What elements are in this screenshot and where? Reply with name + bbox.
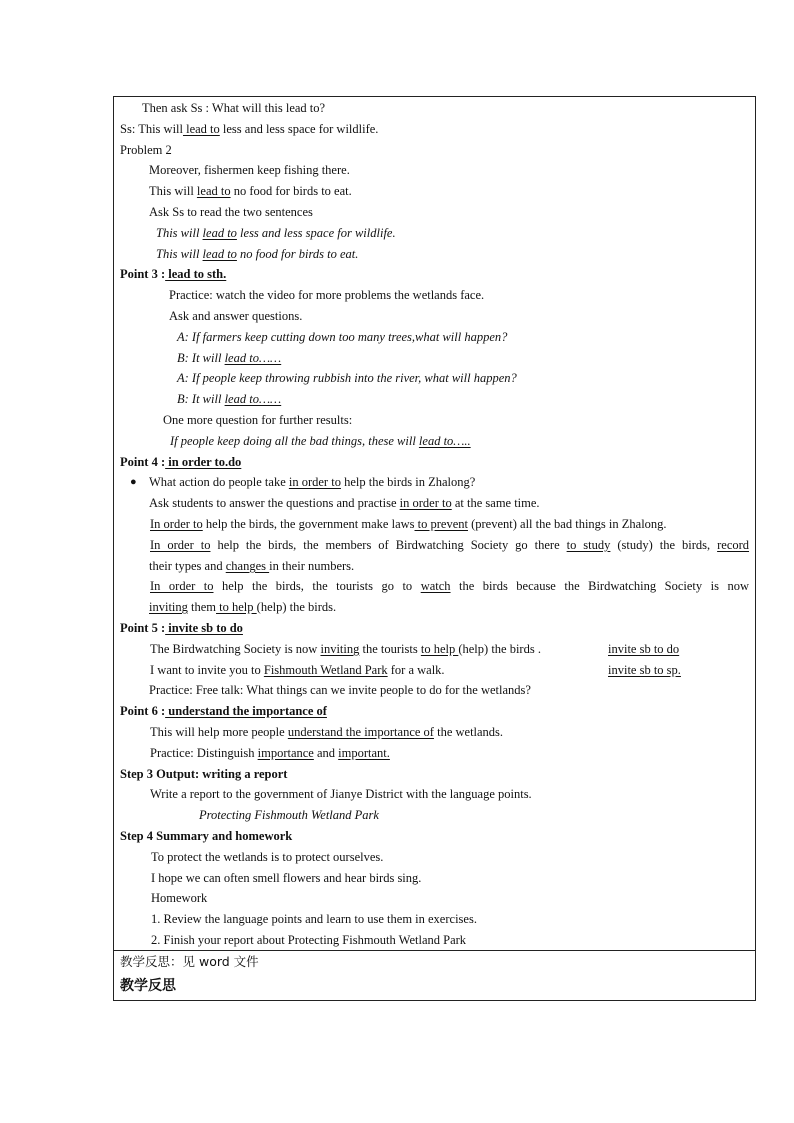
text-line: In order to help the birds, the tourists go to watch the birds because the Birdwatching Society is now: [150, 579, 749, 593]
example-line: If people keep doing all the bad things, these will lead to…..: [170, 434, 471, 448]
text-line: The Birdwatching Society is now inviting the tourists to help (help) the birds . invite sb to do: [150, 642, 680, 656]
section-label: Problem 2: [120, 143, 172, 157]
point-heading: Point 5 : invite sb to do: [120, 621, 243, 635]
text-line: Then ask Ss : What will this lead to?: [142, 101, 326, 115]
text-line: Moreover, fishermen keep fishing there.: [149, 163, 350, 177]
text-line: This will help more people understand the importance of the wetlands.: [150, 725, 504, 739]
example-line: B: It will lead to……: [177, 392, 282, 406]
text-line: I want to invite you to Fishmouth Wetland Park for a walk. invite sb to sp.: [150, 663, 681, 677]
text-line: Write a report to the government of Jianye District with the language points.: [150, 787, 532, 801]
point-heading: Point 3 : lead to sth.: [120, 267, 227, 281]
text-line: their types and changes in their numbers.: [149, 559, 355, 573]
text-line: Practice: Free talk: What things can we invite people to do for the wetlands?: [149, 683, 531, 697]
text-line: Ss: This will lead to less and less space for wildlife.: [120, 122, 379, 136]
example-line: B: It will lead to……: [177, 351, 282, 365]
text-line: Practice: Distinguish importance and important.: [150, 746, 390, 760]
example-line: A: If people keep throwing rubbish into the river, what will happen?: [177, 371, 517, 385]
side-note: invite sb to sp.: [608, 663, 681, 677]
side-note: invite sb to do: [608, 642, 680, 656]
text-line: Ask Ss to read the two sentences: [149, 205, 313, 219]
homework-item: 1. Review the language points and learn to use them in exercises.: [151, 912, 477, 926]
example-line: This will lead to less and less space for wildlife.: [156, 226, 396, 240]
text-line: One more question for further results:: [163, 413, 353, 427]
homework-item: 2. Finish your report about Protecting Fishmouth Wetland Park: [151, 933, 467, 947]
text-line: To protect the wetlands is to protect ourselves.: [151, 850, 384, 864]
text-line: In order to help the birds, the members of Birdwatching Society go there to study (study) the birds, record: [150, 538, 750, 552]
point-heading: Point 4 : in order to.do: [120, 455, 242, 469]
text-line: ● What action do people take in order to help the birds in Zhalong?: [130, 475, 476, 489]
text-line: I hope we can often smell flowers and hear birds sing.: [151, 871, 422, 885]
example-line: This will lead to no food for birds to eat.: [156, 247, 359, 261]
point-heading: Point 6 : understand the importance of: [120, 704, 327, 718]
reflection-note: 教学反思：见 word 文件: [120, 954, 259, 969]
text-line: Ask and answer questions.: [169, 309, 303, 323]
text-line: In order to help the birds, the government make laws to prevent (prevent) all the bad things in Zhalong.: [150, 517, 667, 531]
lesson-plan-table: [113, 96, 756, 1001]
example-line: A: If farmers keep cutting down too many trees,what will happen?: [177, 330, 508, 344]
text-line: inviting them to help (help) the birds.: [149, 600, 337, 614]
step-heading: Step 3 Output: writing a report: [120, 767, 288, 781]
text-line: This will lead to no food for birds to eat.: [149, 184, 352, 198]
report-title: Protecting Fishmouth Wetland Park: [199, 808, 379, 822]
text-line: Homework: [151, 891, 208, 905]
reflection-heading: 教学反思: [120, 978, 176, 994]
step-heading: Step 4 Summary and homework: [120, 829, 293, 843]
text-line: Ask students to answer the questions and practise in order to at the same time.: [149, 496, 540, 510]
row-divider: [114, 950, 755, 951]
bullet-icon: ●: [130, 476, 137, 488]
text-line: Practice: watch the video for more problems the wetlands face.: [169, 288, 485, 302]
